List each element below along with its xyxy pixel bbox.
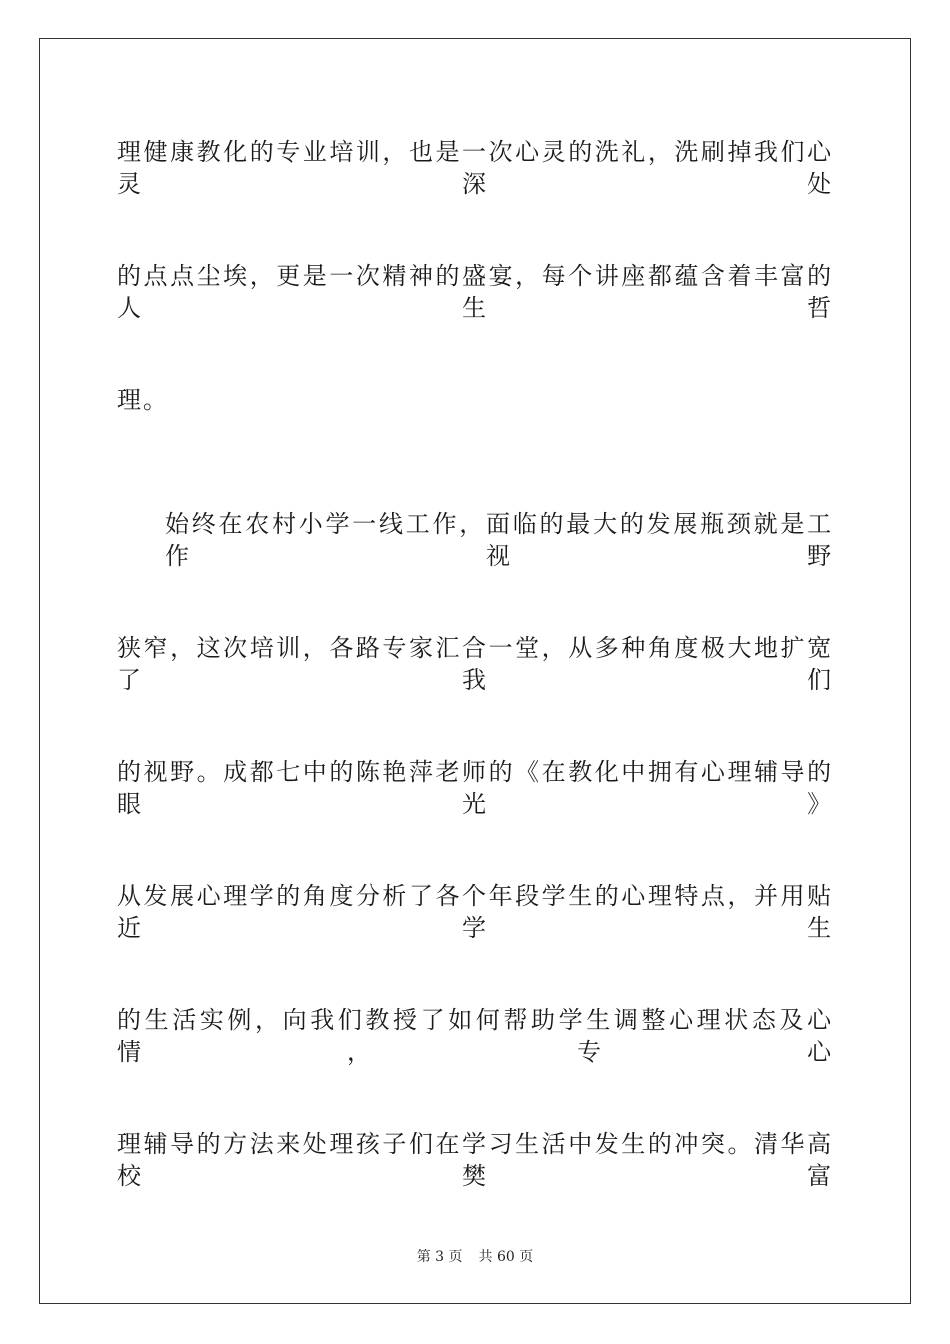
body-text-line-9: 理辅导的方法来处理孩子们在学习生活中发生的冲突。清华高校樊富 <box>117 1130 833 1190</box>
paragraph-2-first-line: 始终在农村小学一线工作，面临的最大的发展瓶颈就是工作视野 <box>165 510 833 570</box>
body-text-line-5: 狭窄，这次培训，各路专家汇合一堂，从多种角度极大地扩宽了我们 <box>117 634 833 694</box>
total-pages: 共 60 页 <box>478 1249 534 1265</box>
body-text-line-1: 理健康教化的专业培训，也是一次心灵的洗礼，洗刷掉我们心灵深处 <box>117 138 833 198</box>
page-footer <box>0 1248 950 1266</box>
body-text-line-7: 从发展心理学的角度分析了各个年段学生的心理特点，并用贴近学生 <box>117 882 833 942</box>
page-number: 第 3 页 <box>416 1249 463 1265</box>
body-text-line-6: 的视野。成都七中的陈艳萍老师的《在教化中拥有心理辅导的眼光》 <box>117 758 833 818</box>
body-text-line-3: 理。 <box>117 386 169 414</box>
body-text-line-2: 的点点尘埃，更是一次精神的盛宴，每个讲座都蕴含着丰富的人生哲 <box>117 262 833 322</box>
body-text-line-8: 的生活实例，向我们教授了如何帮助学生调整心理状态及心情，专心 <box>117 1006 833 1066</box>
